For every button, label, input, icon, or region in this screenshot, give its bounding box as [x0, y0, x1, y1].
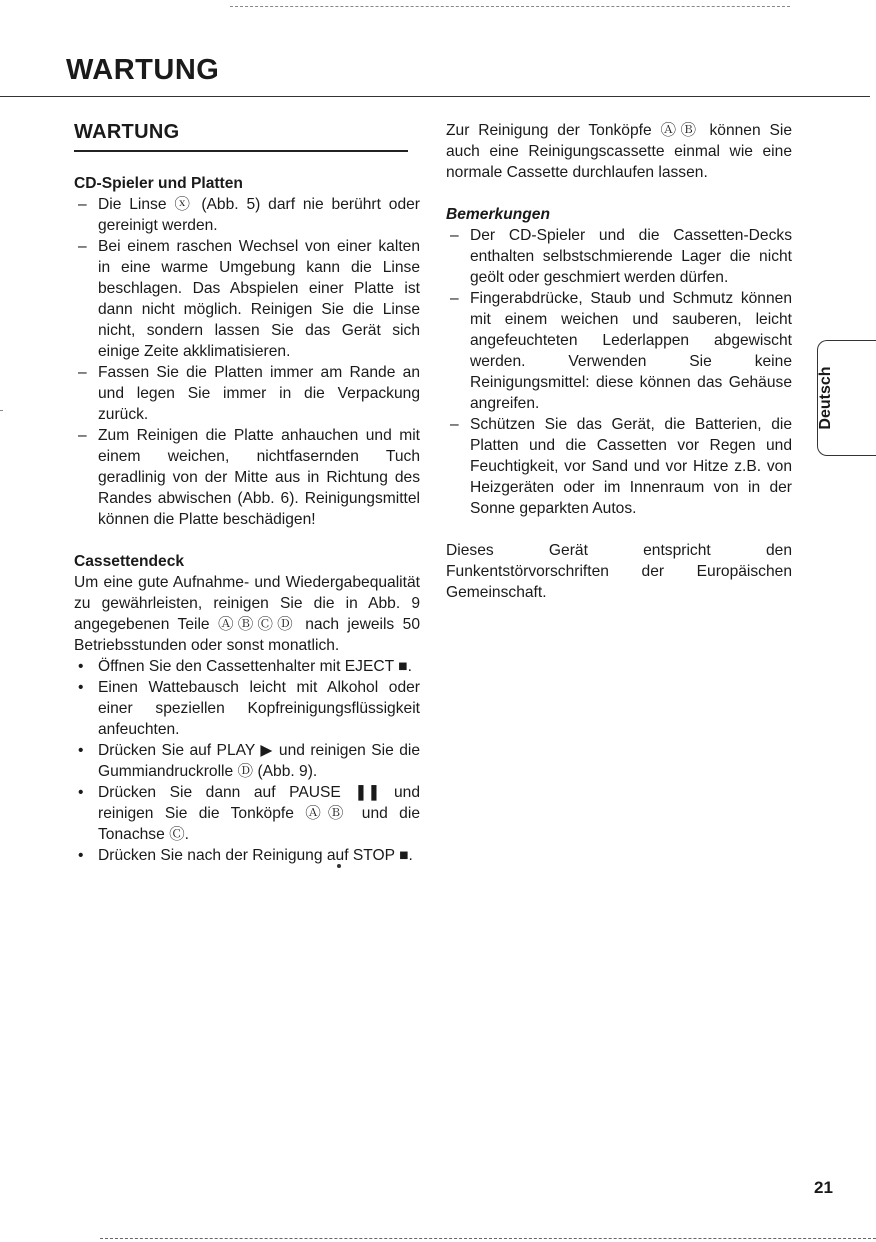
- dash-marker: –: [450, 290, 459, 307]
- cd-heading: CD-Spieler und Platten: [74, 175, 243, 192]
- list-item: – Zum Reinigen die Platte anhauchen und mit einem weichen, nichtfasernden Tuch geradlinig von der Mitte aus in Richtung des Randes abwischen (Abb. 6). Reinigungsmittel können die Platte beschädigen!: [78, 427, 420, 528]
- dash-marker: –: [78, 427, 87, 444]
- cd-list: [74, 194, 420, 530]
- compliance-statement: Dieses Gerät entspricht den Funkentstörvorschriften der Europäischen Gemeinschaft.: [446, 542, 792, 601]
- cassette-intro: Um eine gute Aufnahme- und Wiedergabequalität zu gewährleisten, reinigen Sie die in Abb. 9 angegebenen Teile ⒶⒷⒸⒹ nach jeweils 50 Betriebsstunden oder sonst monatlich.: [74, 574, 420, 654]
- scan-edge-top: [230, 6, 790, 7]
- bullet-marker: •: [78, 847, 84, 864]
- list-item: • Drücken Sie auf PLAY ▶ und reinigen Sie die Gummiandruckrolle Ⓓ (Abb. 9).: [78, 742, 420, 780]
- list-item: – Schützen Sie das Gerät, die Batterien, die Platten und die Cassetten vor Regen und Feuchtigkeit, vor Sand und vor Hitze z.B. von Heizgeräten oder im Innenraum von in der Sonne geparkten Autos.: [450, 416, 792, 517]
- bullet-marker: •: [78, 742, 84, 759]
- list-item: – Fingerabdrücke, Staub und Schmutz können mit einem weichen und sauberen, leicht angefeuchteten Lederlappen abgewischt werden. Verwenden Sie keine Reinigungsmittel: diese können das Gehäuse angreifen.: [450, 290, 792, 412]
- scan-edge-bottom: [100, 1238, 876, 1239]
- cassette-list: [74, 656, 420, 866]
- list-item: – Bei einem raschen Wechsel von einer kalten in eine warme Umgebung kann die Linse beschlagen. Das Abspielen einer Platte ist dann nicht möglich. Reinigen Sie die Linse nicht, sondern lassen Sie das Gerät sich einige Zeite akklimatisieren.: [78, 238, 420, 360]
- scan-edge-mark: [0, 410, 3, 411]
- dash-marker: –: [78, 364, 87, 381]
- cassette-heading: Cassettendeck: [74, 553, 185, 570]
- right-column: [446, 120, 792, 603]
- list-item: – Der CD-Spieler und die Cassetten-Decks enthalten selbstschmierende Lager die nicht geölt oder geschmiert werden dürfen.: [450, 227, 792, 286]
- cleaning-cassette-note: Zur Reinigung der Tonköpfe ⒶⒷ können Sie auch eine Reinigungscassette einmal wie eine normale Cassette durchlaufen lassen.: [446, 122, 792, 181]
- list-item: • Öffnen Sie den Cassettenhalter mit EJECT ■.: [78, 658, 412, 675]
- list-item: – Fassen Sie die Platten immer am Rande an und legen Sie immer in die Verpackung zurück.: [78, 364, 420, 423]
- dash-marker: –: [450, 416, 459, 433]
- list-item: • Drücken Sie dann auf PAUSE ❚❚ und reinigen Sie die Tonköpfe ⒶⒷ und die Tonachse Ⓒ.: [78, 784, 420, 843]
- list-item: – Die Linse ⓧ (Abb. 5) darf nie berührt oder gereinigt werden.: [78, 196, 420, 234]
- bullet-marker: •: [78, 784, 84, 801]
- left-column: [74, 120, 420, 866]
- list-item: • Einen Wattebausch leicht mit Alkohol oder einer speziellen Kopfreinigungsflüssigkeit anfeuchten.: [78, 679, 420, 738]
- section-title: WARTUNG: [74, 120, 408, 152]
- dash-marker: –: [78, 238, 87, 255]
- bullet-marker: •: [78, 658, 84, 675]
- page-number: 21: [814, 1178, 833, 1197]
- notes-heading: Bemerkungen: [446, 206, 550, 223]
- language-tab-label: Deutsch: [817, 366, 834, 430]
- bullet-marker: •: [78, 679, 84, 696]
- notes-list: [446, 225, 792, 519]
- dash-marker: –: [78, 196, 87, 213]
- page-title: WARTUNG: [66, 54, 220, 86]
- stray-dot: [337, 864, 341, 868]
- title-rule: [0, 96, 870, 97]
- dash-marker: –: [450, 227, 459, 244]
- list-item: • Drücken Sie nach der Reinigung auf STOP ■.: [78, 847, 413, 864]
